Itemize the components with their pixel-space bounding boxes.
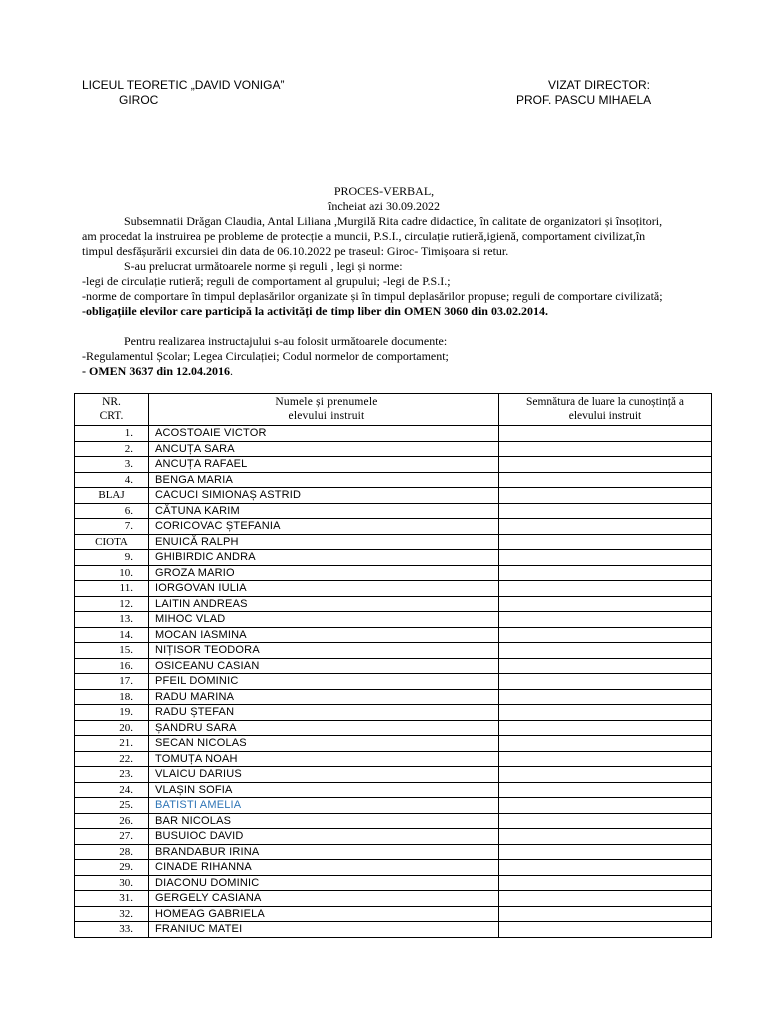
student-name: ACOSTOAIE VICTOR [149, 426, 499, 442]
student-name: MOCAN IASMINA [149, 627, 499, 643]
table-row [75, 829, 712, 845]
school-name: LICEUL TEORETIC „DAVID VONIGA” [82, 78, 285, 92]
table-row [75, 426, 712, 442]
paragraph-line: Pentru realizarea instructajului s-au folosit următoarele documente: [124, 334, 448, 348]
student-name: CORICOVAC ȘTEFANIA [149, 519, 499, 535]
row-number: 20. [75, 720, 149, 736]
student-name: LAITIN ANDREAS [149, 596, 499, 612]
signature-cell[interactable] [499, 767, 712, 783]
signature-cell[interactable] [499, 612, 712, 628]
period: . [230, 364, 234, 378]
student-name: RADU MARINA [149, 689, 499, 705]
row-number: 10. [75, 565, 149, 581]
student-name: PFEIL DOMINIC [149, 674, 499, 690]
signature-cell[interactable] [499, 534, 712, 550]
table-row [75, 689, 712, 705]
student-name: ANCUȚA SARA [149, 441, 499, 457]
row-number: 33. [75, 922, 149, 938]
paragraph-line: -norme de comportare în timpul deplasărilor organizate și în timpul deplasărilor propuse; reguli de comportare civilizată; [82, 289, 663, 303]
header-name [149, 394, 499, 426]
table-row [75, 751, 712, 767]
signature-cell[interactable] [499, 922, 712, 938]
regulation-reference: - OMEN 3637 din 12.04.2016 [82, 364, 231, 378]
student-name: GROZA MARIO [149, 565, 499, 581]
student-name: BAR NICOLAS [149, 813, 499, 829]
student-name: DIACONU DOMINIC [149, 875, 499, 891]
signature-cell[interactable] [499, 813, 712, 829]
document-title: PROCES-VERBAL, [333, 184, 435, 198]
signature-cell[interactable] [499, 782, 712, 798]
table-row [75, 767, 712, 783]
table-row [75, 472, 712, 488]
signature-cell[interactable] [499, 689, 712, 705]
signature-cell[interactable] [499, 457, 712, 473]
table-row [75, 519, 712, 535]
table-row [75, 643, 712, 659]
row-number: 6. [75, 503, 149, 519]
signature-cell[interactable] [499, 441, 712, 457]
row-number: 17. [75, 674, 149, 690]
row-number: 12. [75, 596, 149, 612]
signature-cell[interactable] [499, 844, 712, 860]
header-nr [75, 394, 149, 426]
signature-cell[interactable] [499, 720, 712, 736]
signature-cell[interactable] [499, 581, 712, 597]
table-header-row [75, 394, 712, 426]
signature-cell[interactable] [499, 751, 712, 767]
table-row [75, 782, 712, 798]
signature-cell[interactable] [499, 596, 712, 612]
row-number: 26. [75, 813, 149, 829]
school-locality: GIROC [119, 93, 159, 107]
row-number: 9. [75, 550, 149, 566]
student-name: RADU ȘTEFAN [149, 705, 499, 721]
paragraph-line: -legi de circulație rutieră; reguli de comportament al grupului; -legi de P.S.I.; [82, 274, 451, 288]
signature-cell[interactable] [499, 891, 712, 907]
header-signature-line1: Semnătura de luare la cunoștință a [525, 396, 685, 408]
approval-title: VIZAT DIRECTOR: [548, 78, 651, 92]
student-name: BATISTI AMELIA [149, 798, 499, 814]
row-number: 4. [75, 472, 149, 488]
row-number: 18. [75, 689, 149, 705]
header-signature [499, 394, 712, 426]
table-row [75, 581, 712, 597]
approval-director: PROF. PASCU MIHAELA [516, 93, 652, 107]
table-row [75, 550, 712, 566]
student-name: CACUCI SIMIONAȘ ASTRID [149, 488, 499, 504]
row-number: CIOTA [75, 534, 149, 550]
student-name: BENGA MARIA [149, 472, 499, 488]
student-name: BRANDABUR IRINA [149, 844, 499, 860]
header-name-line1: Numele și prenumele [275, 396, 378, 408]
row-number: 7. [75, 519, 149, 535]
paragraph-line: -Regulamentul Școlar; Legea Circulației; Codul normelor de comportament; [82, 349, 449, 363]
paragraph-line-bold: -obligațiile elevilor care participă la activități de timp liber din OMEN 3060 din 03.02.2014. [82, 304, 548, 318]
student-name: TOMUȚA NOAH [149, 751, 499, 767]
table-row [75, 503, 712, 519]
table-row [75, 922, 712, 938]
signature-cell[interactable] [499, 472, 712, 488]
table-row [75, 612, 712, 628]
student-name: BUSUIOC DAVID [149, 829, 499, 845]
student-name: NIȚISOR TEODORA [149, 643, 499, 659]
paragraph-line: Subsemnatii Drăgan Claudia, Antal Liliana ,Murgilă Rita cadre didactice, în calitate de organizatori și însoțitori, [124, 214, 663, 228]
paragraph-line: timpul desfășurării excursiei din data de 06.10.2022 pe traseul: Giroc- Timișoara si retur. [82, 244, 509, 258]
row-number: 23. [75, 767, 149, 783]
row-number: 3. [75, 457, 149, 473]
table-row [75, 488, 712, 504]
signature-cell[interactable] [499, 736, 712, 752]
row-number: 29. [75, 860, 149, 876]
table-row [75, 596, 712, 612]
header-nr-line2: CRT. [99, 410, 124, 422]
signature-cell[interactable] [499, 627, 712, 643]
row-number: 22. [75, 751, 149, 767]
student-roster-table [74, 393, 712, 938]
row-number: 27. [75, 829, 149, 845]
signature-cell[interactable] [499, 488, 712, 504]
row-number: 21. [75, 736, 149, 752]
student-name: OSICEANU CASIAN [149, 658, 499, 674]
student-name: CINADE RIHANNA [149, 860, 499, 876]
paragraph-line: S-au prelucrat următoarele norme și reguli , legi și norme: [124, 259, 403, 273]
table-row [75, 798, 712, 814]
signature-cell[interactable] [499, 519, 712, 535]
signature-cell[interactable] [499, 829, 712, 845]
signature-cell[interactable] [499, 565, 712, 581]
signature-cell[interactable] [499, 503, 712, 519]
row-number: 32. [75, 906, 149, 922]
student-name: IORGOVAN IULIA [149, 581, 499, 597]
signature-cell[interactable] [499, 426, 712, 442]
table-row [75, 891, 712, 907]
header-nr-line1: NR. [102, 396, 121, 408]
signature-cell[interactable] [499, 658, 712, 674]
table-row [75, 906, 712, 922]
signature-cell[interactable] [499, 875, 712, 891]
table-row [75, 457, 712, 473]
table-row [75, 705, 712, 721]
table-row [75, 627, 712, 643]
student-name: VLAICU DARIUS [149, 767, 499, 783]
row-number: 24. [75, 782, 149, 798]
student-name: GERGELY CASIANA [149, 891, 499, 907]
row-number: 31. [75, 891, 149, 907]
row-number: 19. [75, 705, 149, 721]
signature-cell[interactable] [499, 798, 712, 814]
student-name: SECAN NICOLAS [149, 736, 499, 752]
row-number: 30. [75, 875, 149, 891]
row-number: 15. [75, 643, 149, 659]
table-row [75, 844, 712, 860]
signature-cell[interactable] [499, 643, 712, 659]
table-row [75, 875, 712, 891]
signature-cell[interactable] [499, 906, 712, 922]
table-row [75, 658, 712, 674]
signature-cell[interactable] [499, 550, 712, 566]
table-row [75, 534, 712, 550]
table-row [75, 736, 712, 752]
row-number: BLAJ [75, 488, 149, 504]
row-number: 25. [75, 798, 149, 814]
table-row [75, 441, 712, 457]
student-name: ENUICĂ RALPH [149, 534, 499, 550]
row-number: 14. [75, 627, 149, 643]
student-name: CĂTUNA KARIM [149, 503, 499, 519]
paragraph-line: am procedat la instruirea pe probleme de protecție a muncii, P.S.I., circulație rutieră,igienă, comportament civilizat,în [82, 229, 646, 243]
document-date: încheiat azi 30.09.2022 [328, 199, 440, 213]
student-name: ȘANDRU SARA [149, 720, 499, 736]
paragraph-line [82, 364, 233, 379]
table-row [75, 860, 712, 876]
table-row [75, 674, 712, 690]
row-number: 28. [75, 844, 149, 860]
table-row [75, 720, 712, 736]
row-number: 2. [75, 441, 149, 457]
table-row [75, 565, 712, 581]
row-number: 11. [75, 581, 149, 597]
table-row [75, 813, 712, 829]
roster-body [75, 426, 712, 938]
header-name-line2: elevului instruit [288, 410, 365, 422]
row-number: 13. [75, 612, 149, 628]
student-name: MIHOC VLAD [149, 612, 499, 628]
header-signature-line2: elevului instruit [568, 410, 642, 422]
row-number: 1. [75, 426, 149, 442]
student-name: HOMEAG GABRIELA [149, 906, 499, 922]
signature-cell[interactable] [499, 860, 712, 876]
student-name: GHIBIRDIC ANDRA [149, 550, 499, 566]
signature-cell[interactable] [499, 674, 712, 690]
row-number: 16. [75, 658, 149, 674]
signature-cell[interactable] [499, 705, 712, 721]
student-name: ANCUȚA RAFAEL [149, 457, 499, 473]
student-name: VLAȘIN SOFIA [149, 782, 499, 798]
student-name: FRANIUC MATEI [149, 922, 499, 938]
